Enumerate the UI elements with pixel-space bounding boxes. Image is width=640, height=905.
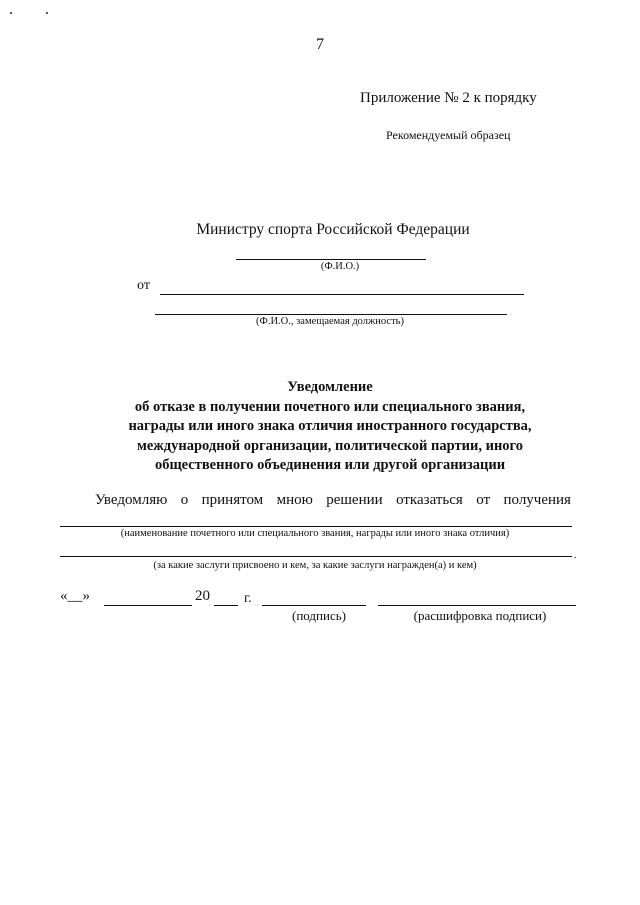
date-year-suffix: г. [244,591,252,606]
fio-underline[interactable] [236,259,426,260]
body-word: о [180,492,189,508]
fio-position-caption: (Ф.И.О., замещаемая должность) [256,316,404,327]
appendix-heading: Приложение № 2 к порядку [360,90,537,106]
notice-subtitle-line: об отказе в получении почетного или специального звания, [134,398,526,415]
page-number: 7 [316,36,324,53]
body-word: получения [503,492,571,508]
fio-caption: (Ф.И.О.) [320,261,360,272]
body-sentence [95,492,571,509]
signature-caption: (подпись) [292,608,346,623]
notice-subtitle-line: общественного объединения или другой организации [154,457,506,473]
sample-note: Рекомендуемый образец [386,128,511,142]
body-word: принятом [201,492,264,508]
title-field-underline[interactable] [60,526,572,527]
notice-title-block [90,378,570,476]
body-word: отказаться [396,492,463,508]
from-underline[interactable] [160,294,524,295]
from-label: от [137,278,150,293]
date-year-underline[interactable] [214,605,238,606]
signature-underline[interactable] [262,605,366,606]
notice-subtitle-line: награды или иного знака отличия иностранного государства, [128,418,532,434]
merit-field-caption: (за какие заслуги присвоено и кем, за какие заслуги награжден(а) и кем) [153,560,477,571]
signature-decode-underline[interactable] [378,605,576,606]
notice-title: Уведомление [287,379,373,395]
punctuation-mark: . [574,550,577,561]
body-word: решении [326,492,383,508]
signature-decode-caption: (расшифровка подписи) [413,608,547,623]
date-year-prefix: 20 [195,588,210,604]
body-word: мною [276,492,313,508]
body-word: Уведомляю [95,492,168,508]
date-day: «__» [60,588,90,604]
from-underline-second[interactable] [155,314,507,315]
date-month-underline[interactable] [104,605,192,606]
title-field-caption: (наименование почетного или специального звания, награды или иного знака отличия) [120,528,510,539]
addressee-line: Министру спорта Российской Федерации [196,221,470,238]
notice-subtitle-line: международной организации, политической партии, иного [136,437,524,454]
scan-speck [10,12,12,14]
body-word: от [476,492,491,508]
scan-speck [46,12,48,14]
merit-field-underline[interactable] [60,556,572,557]
